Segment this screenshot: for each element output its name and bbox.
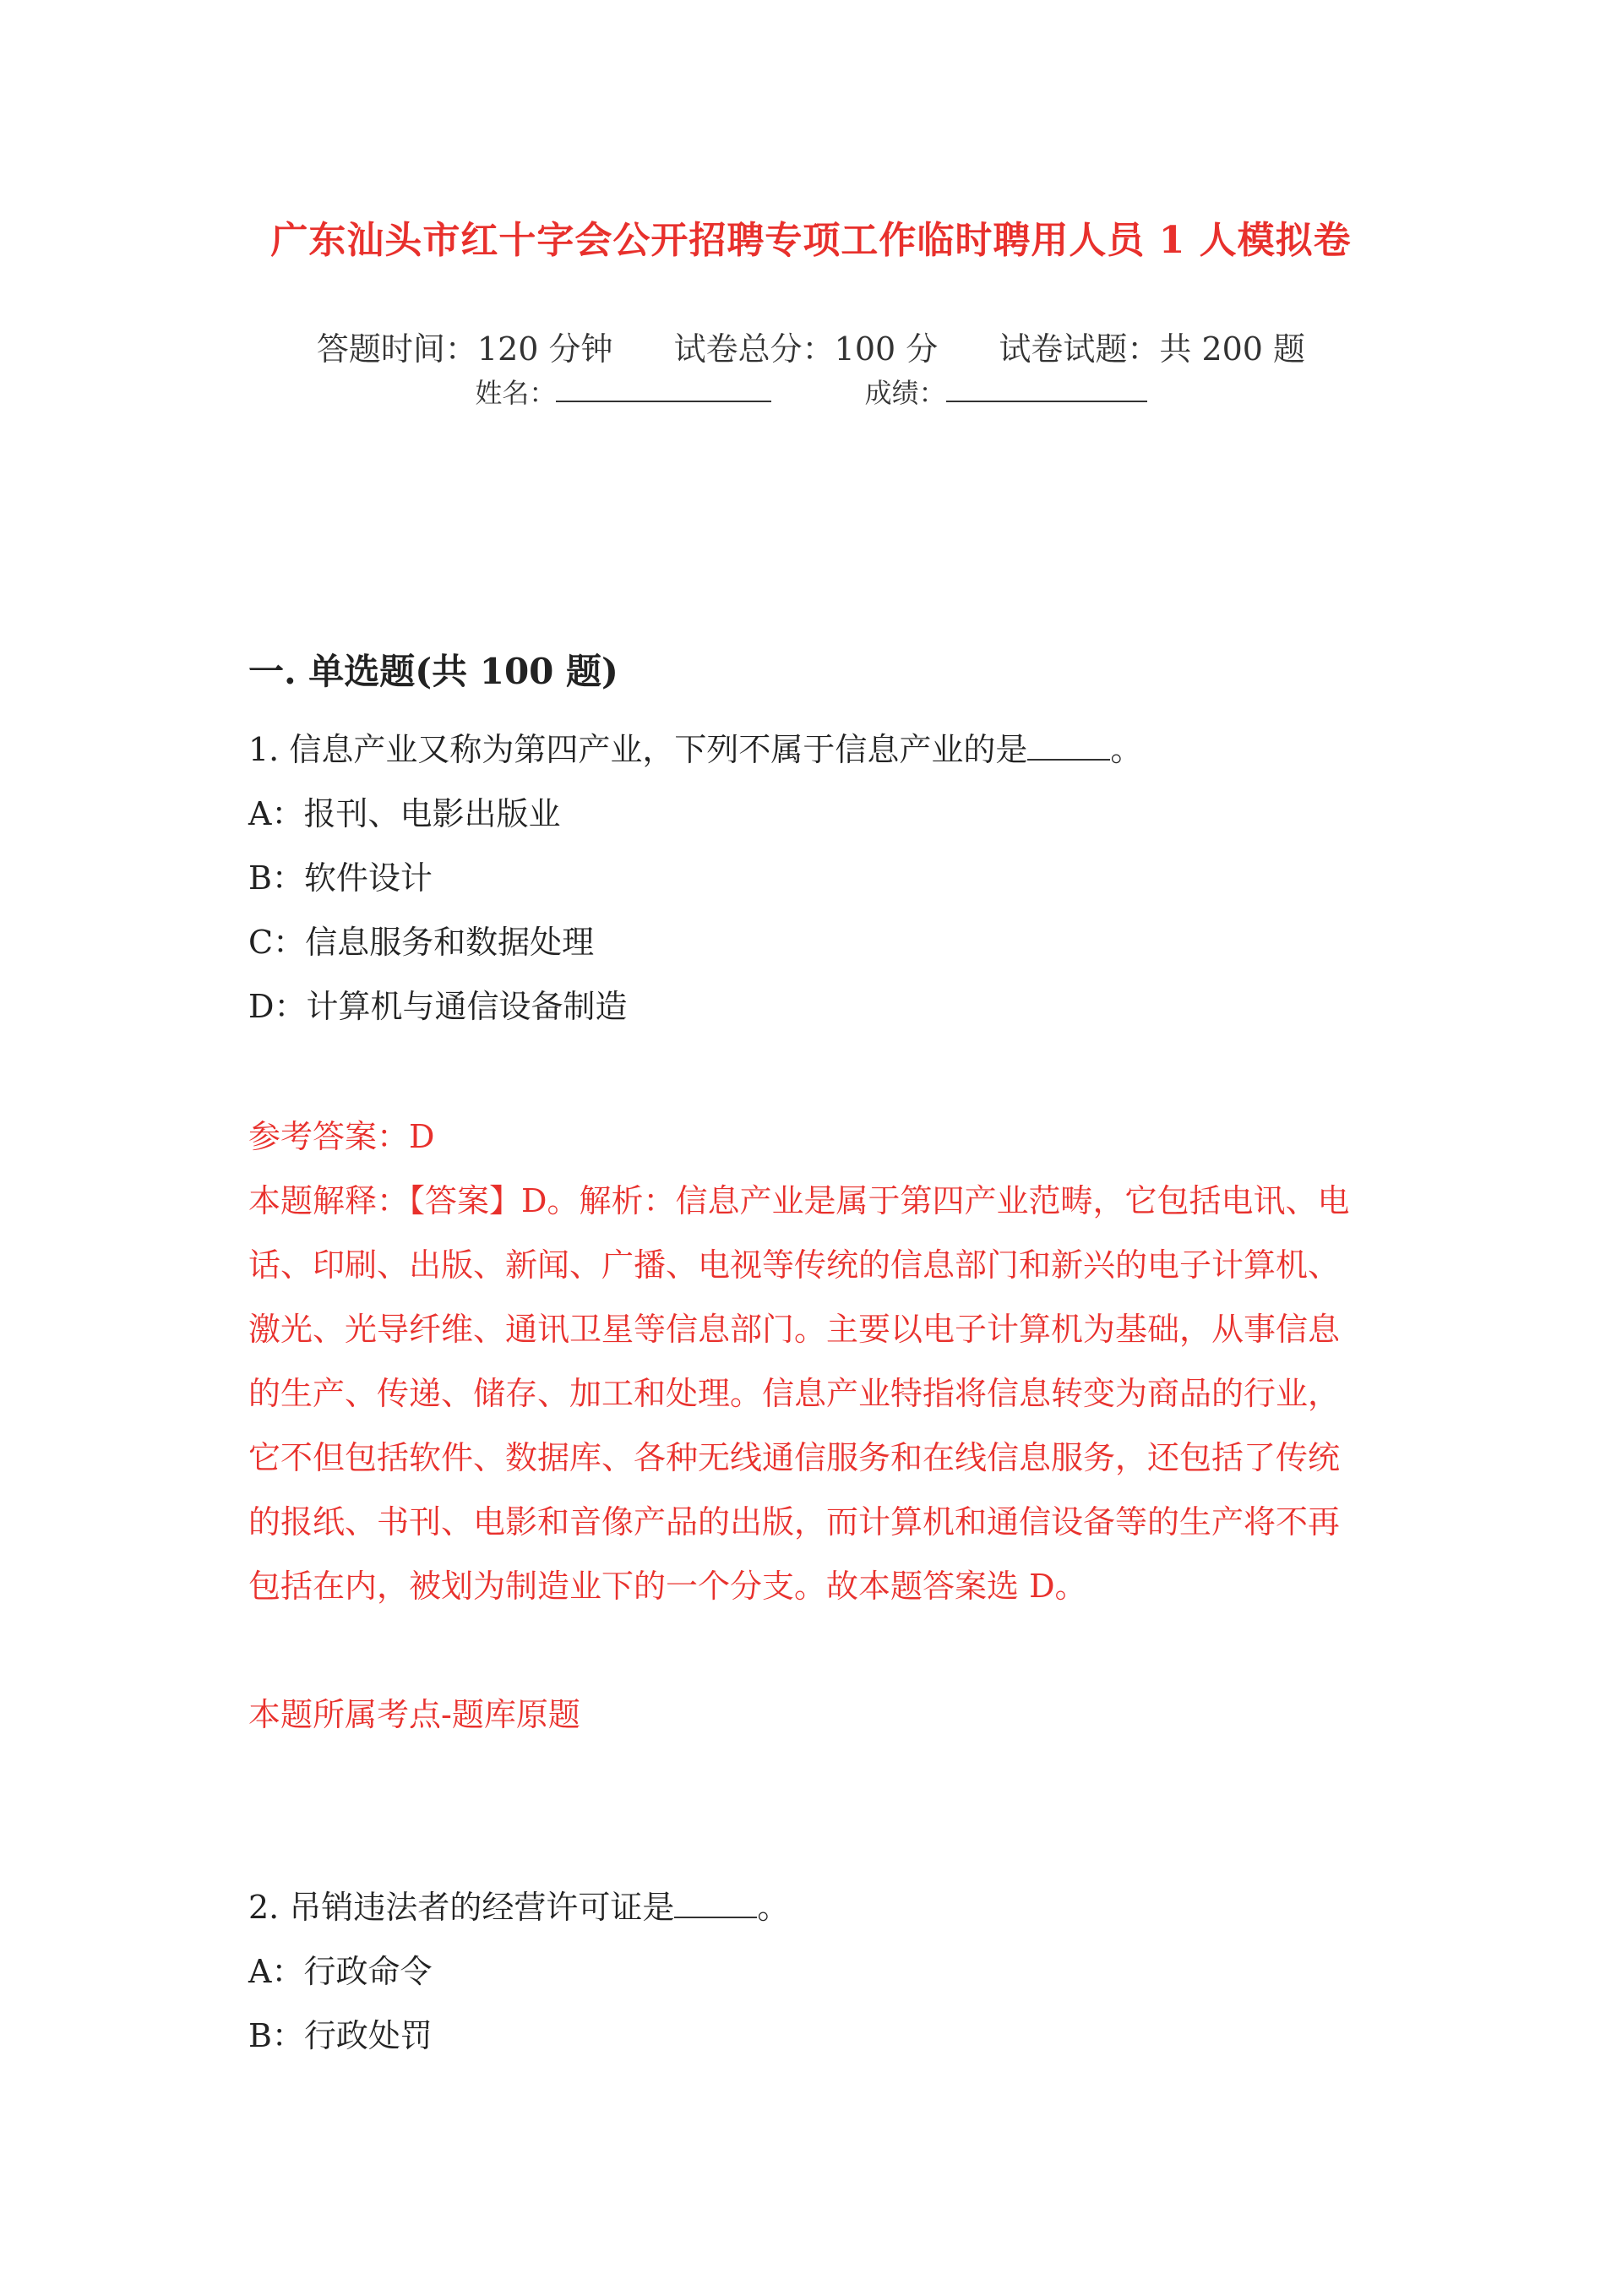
option-a: A：行政命令: [248, 1953, 433, 1990]
explanation-line: 的生产、传递、储存、加工和处理。信息产业特指将信息转变为商品的行业，: [248, 1375, 1341, 1412]
page-title: 广东汕头市红十字会公开招聘专项工作临时聘用人员 1 人模拟卷: [270, 219, 1352, 262]
explanation-line: 包括在内，被划为制造业下的一个分支。故本题答案选 D。: [248, 1568, 1087, 1605]
answer-blank: [674, 1916, 757, 1918]
exam-total-score: 试卷总分：100 分: [673, 330, 939, 368]
knowledge-point: 本题所属考点-题库原题: [248, 1696, 580, 1733]
explanation-line: 话、印刷、出版、新闻、广播、电视等传统的信息部门和新兴的电子计算机、: [248, 1246, 1341, 1284]
option-c: C：信息服务和数据处理: [248, 924, 595, 961]
answer-blank: [1027, 758, 1110, 761]
question-1-end: 。: [1110, 731, 1143, 768]
candidate-info: [0, 372, 1622, 411]
question-2-text: 2. 吊销违法者的经营许可证是: [248, 1889, 675, 1926]
exam-question-count: 试卷试题：共 200 题: [999, 330, 1306, 368]
name-label: 姓名：: [475, 377, 557, 409]
name-blank: [556, 400, 771, 402]
score-blank: [946, 400, 1147, 402]
explanation-line: 本题解释：【答案】D。解析：信息产业是属于第四产业范畴，它包括电讯、电: [248, 1182, 1350, 1219]
option-b: B：行政处罚: [248, 2017, 433, 2054]
question-2-end: 。: [757, 1889, 790, 1926]
question-2: [248, 1881, 789, 1928]
question-1-text: 1. 信息产业又称为第四产业，下列不属于信息产业的是: [248, 731, 1028, 768]
option-a: A：报刊、电影出版业: [248, 795, 561, 832]
explanation-line: 它不但包括软件、数据库、各种无线通信服务和在线信息服务，还包括了传统: [248, 1439, 1341, 1476]
explanation-line: 激光、光导纤维、通讯卫星等信息部门。主要以电子计算机为基础，从事信息: [248, 1311, 1341, 1348]
reference-answer: 参考答案：D: [248, 1118, 435, 1155]
score-label: 成绩：: [864, 377, 946, 409]
section-title: 一. 单选题(共 100 题): [248, 651, 618, 692]
option-b: B：软件设计: [248, 859, 433, 897]
option-d: D：计算机与通信设备制造: [248, 988, 628, 1025]
explanation-line: 的报纸、书刊、电影和音像产品的出版，而计算机和通信设备等的生产将不再: [248, 1503, 1341, 1541]
exam-meta: [0, 323, 1622, 369]
name-field: [475, 372, 771, 411]
question-1: [248, 723, 1142, 770]
exam-time: 答题时间：120 分钟: [316, 330, 613, 368]
score-field: [865, 372, 1147, 411]
